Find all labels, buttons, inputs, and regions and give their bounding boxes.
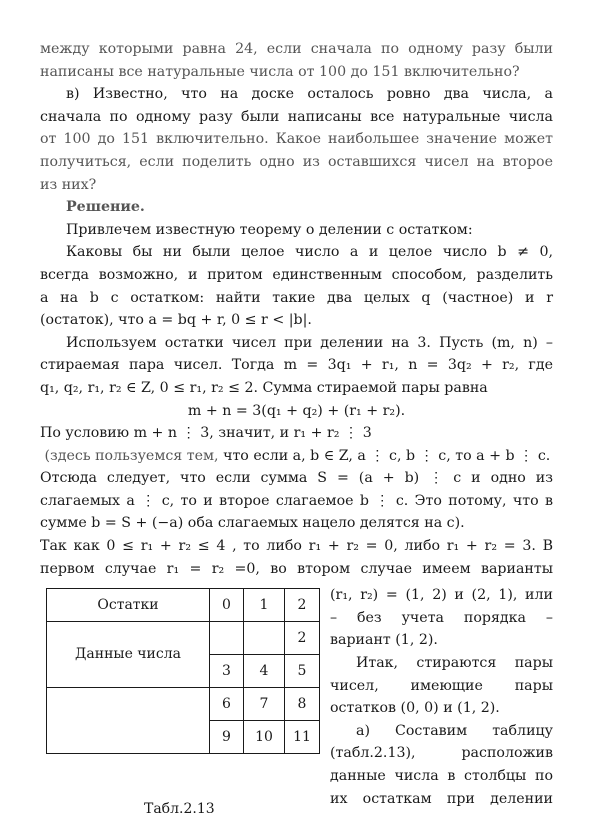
table-caption: Табл.2.13	[144, 801, 215, 818]
text-line: По условию m + n ⋮ 3, значит, и r₁ + r₂ ⋮ 3	[40, 425, 372, 442]
table-row	[47, 622, 320, 655]
text-line: q₁, q₂, r₁, r₂ ∈ Z, 0 ≤ r₁, r₂ ≤ 2. Сумма стираемой пары равна	[40, 379, 488, 396]
text-line: (остаток), что a = bq + r, 0 ≤ r < |b|.	[40, 312, 312, 329]
text-line: сумме b = S + (−a) оба слагаемых нацело делятся на c).	[40, 515, 465, 532]
formula: m + n = 3(q₁ + q₂) + (r₁ + r₂).	[187, 402, 406, 419]
table-row	[47, 721, 320, 754]
text-line: (r₁, r₂) = (1, 2) и (2, 1), или	[330, 587, 553, 604]
remainders-table	[46, 588, 320, 754]
text-line: слагаемых a ⋮ c, то и второе слагаемое b ⋮ c. Это потому, что в	[40, 492, 553, 509]
text-line: чисел, имеющие пары	[330, 677, 553, 694]
text-fragment: что если a, b ∈ Z, a ⋮ c, b ⋮ c, то a + b ⋮ c.	[218, 447, 551, 464]
table-header-cell: 0	[210, 589, 244, 622]
text-line: (табл.2.13), расположив	[330, 745, 553, 762]
table-empty-cell	[47, 721, 210, 754]
text-line: Привлечем известную теорему о делении с остатком:	[66, 221, 473, 238]
text-line: между которыми равна 24, если сначала по одному разу были	[40, 41, 553, 57]
table-row	[47, 688, 320, 721]
table-cell: 7	[244, 688, 285, 721]
text-line: Так как 0 ≤ r₁ + r₂ ≤ 4 , то либо r₁ + r₂ = 0, либо r₁ + r₂ = 3. В	[40, 538, 553, 555]
text-line: Каковы бы ни были целое число a и целое число b ≠ 0,	[66, 244, 553, 261]
table-row-label: Данные числа	[47, 622, 210, 688]
text-line: – без учета порядка –	[330, 609, 553, 626]
text-line: а) Составим таблицу	[356, 722, 553, 739]
text-line: остатков (0, 0) и (1, 2).	[330, 700, 500, 717]
text-line	[40, 445, 553, 468]
text-line: первом случае r₁ = r₂ =0, во втором случае имеем варианты	[40, 560, 553, 577]
text-fragment: (здесь пользуемся тем,	[44, 447, 219, 464]
table-cell	[244, 622, 285, 655]
text-line: Итак, стираются пары	[356, 655, 553, 672]
text-line: получиться, если поделить одно из оставшихся чисел на второе	[40, 153, 553, 170]
text-line: Используем остатки чисел при делении на 3. Пусть (m, n) –	[66, 334, 553, 351]
text-line: Отсюда следует, что если сумма S = (a + b) ⋮ c и одно из	[40, 470, 553, 487]
table-cell: 5	[285, 655, 320, 688]
table-cell: 8	[285, 688, 320, 721]
text-line: из них?	[40, 176, 97, 193]
text-line: всегда возможно, и притом единственным способом, разделить	[40, 266, 553, 283]
text-line: вариант (1, 2).	[330, 632, 438, 649]
table-cell: 10	[244, 721, 285, 754]
table-cell	[210, 622, 244, 655]
table-cell: 9	[210, 721, 244, 754]
table-cell: 6	[210, 688, 244, 721]
side-text	[330, 584, 553, 810]
table-cell: 3	[210, 655, 244, 688]
text-line: сначала по одному разу были написаны все натуральные числа	[40, 108, 553, 125]
table-section	[40, 584, 553, 824]
table-cell: 4	[244, 655, 285, 688]
table-header-cell: 2	[285, 589, 320, 622]
text-line: a на b с остатком: найти такие два целых q (частное) и r	[40, 289, 553, 306]
text-line: написаны все натуральные числа от 100 до 151 включительно?	[40, 63, 520, 80]
table-cell: 11	[285, 721, 320, 754]
text-line: от 100 до 151 включительно. Какое наибольшее значение может	[40, 131, 553, 148]
table-row	[47, 589, 320, 622]
page-content	[40, 38, 553, 824]
text-line: данные числа в столбцы по	[330, 768, 553, 784]
table-header-cell: Остатки	[47, 589, 210, 622]
table-header-cell: 1	[244, 589, 285, 622]
text-line: стираемая пара чисел. Тогда m = 3q₁ + r₁, n = 3q₂ + r₂, где	[40, 357, 553, 374]
table-empty-cell	[47, 688, 210, 721]
solution-heading: Решение.	[66, 199, 145, 216]
text-line: в) Известно, что на доске осталось ровно два числа, а	[66, 86, 553, 103]
text-line: их остаткам при делении	[330, 790, 553, 807]
table-cell: 2	[285, 622, 320, 655]
